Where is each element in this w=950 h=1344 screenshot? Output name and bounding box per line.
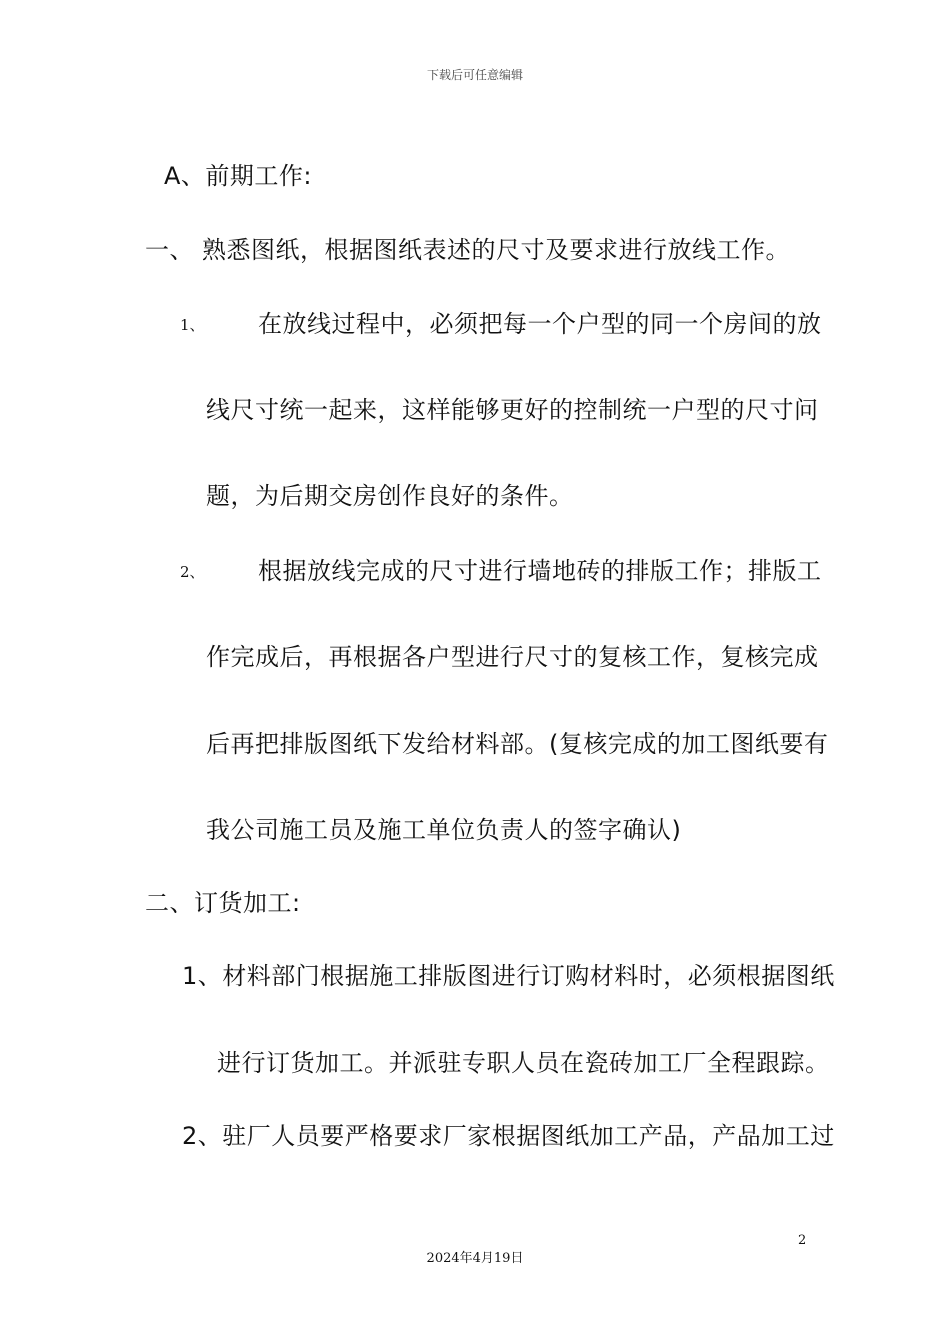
- item-2-line-1: 根据放线完成的尺寸进行墙地砖的排版工作；排版工: [258, 557, 822, 585]
- item-2-marker: 2、: [180, 563, 205, 581]
- item-2-line-3: 后再把排版图纸下发给材料部。(复核完成的加工图纸要有: [206, 730, 829, 758]
- section-one-text: 熟悉图纸，根据图纸表述的尺寸及要求进行放线工作。: [202, 236, 790, 264]
- item-2-line-2: 作完成后，再根据各户型进行尺寸的复核工作，复核完成: [206, 643, 819, 671]
- section-one-marker: 一、: [145, 236, 194, 264]
- section-a-title: A、前期工作:: [164, 162, 313, 190]
- item-1-line-2: 线尺寸统一起来，这样能够更好的控制统一户型的尺寸问: [206, 396, 819, 424]
- order-1-line-2: 进行订货加工。并派驻专职人员在瓷砖加工厂全程跟踪。: [217, 1049, 830, 1077]
- footer-date: 2024年4月19日: [426, 1251, 524, 1266]
- order-2-line-1: 2、驻厂人员要严格要求厂家根据图纸加工产品，产品加工过: [182, 1122, 835, 1150]
- page-header: 下载后可任意编辑: [426, 68, 523, 82]
- item-1-marker: 1、: [180, 316, 205, 334]
- item-2-line-4: 我公司施工员及施工单位负责人的签字确认): [206, 816, 682, 844]
- section-two-title: 二、订货加工:: [145, 889, 301, 917]
- item-1-line-1: 在放线过程中，必须把每一个户型的同一个房间的放: [258, 310, 822, 338]
- page-number: 2: [798, 1233, 807, 1248]
- order-1-line-1: 1、材料部门根据施工排版图进行订购材料时，必须根据图纸: [182, 962, 835, 990]
- item-1-line-3: 题，为后期交房创作良好的条件。: [206, 482, 574, 510]
